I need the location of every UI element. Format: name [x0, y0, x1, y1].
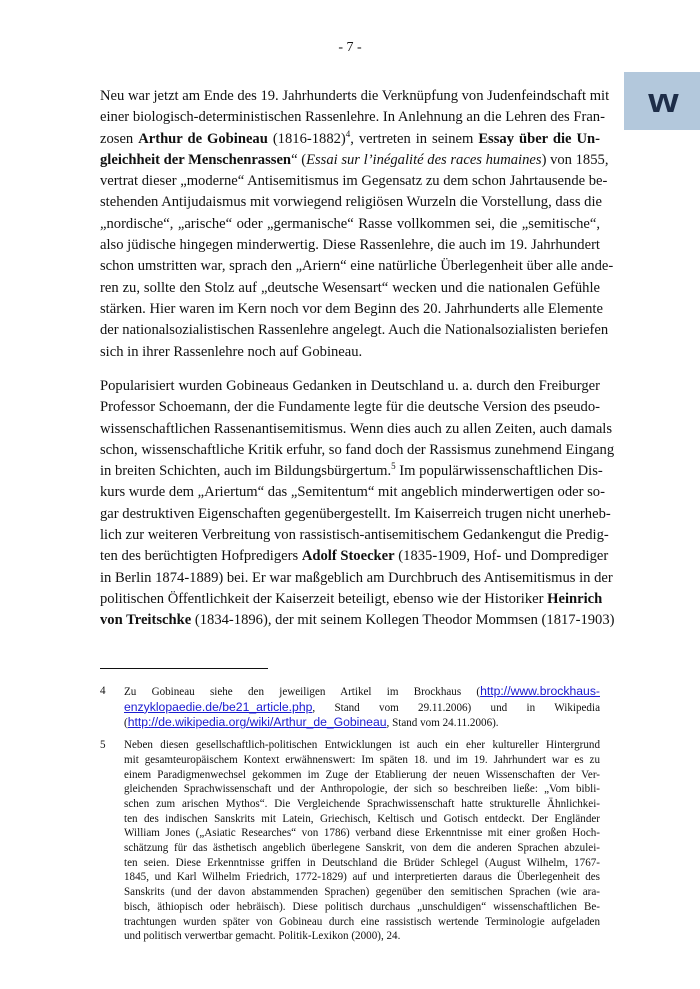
brockhaus-link-cont[interactable]: enzyklopaedie.de/be21_article.php: [124, 699, 313, 714]
footnote-line: bisch, äthiopisch oder hebräisch). Diese politisch durchaus „unschuldigen“ wissenschaftlichen Be-: [124, 900, 600, 913]
text-line: „nordische“, „arische“ oder „germanische“ Rasse vollkommen sei, die „semitische“,: [100, 215, 600, 232]
footnote-line: schätzung für das ästhetisch angeblich überlegene Sanskrit, von dem die anderen Sprachen abzulei-: [124, 842, 600, 855]
footnote-ref-5[interactable]: 5: [391, 461, 396, 472]
name-stoecker: Adolf Stoecker: [301, 548, 395, 565]
name-gobineau: Arthur de Gobineau: [138, 130, 268, 147]
paragraph-antisemitism-racial-theory: [100, 86, 614, 363]
text-line: gleichheit der Menschenrassen“ (Essai sur l’inégalité des races humaines) von 1855,: [100, 151, 609, 168]
text-line: in Berlin 1874-1889) bei. Er war maßgeblich am Durchbruch des Antisemitismus in der: [100, 569, 613, 586]
text-line: ren zu, sollte den Stolz auf „deutsche Wesensart“ wecken und die nationalen Gefühle: [100, 279, 600, 296]
text-line: kurs wurde dem „Ariertum“ das „Semitentum“ mit angeblich minderwertigen oder so-: [100, 484, 605, 501]
text-line: also jüdische hingegen minderwertig. Diese Rassenlehre, die auch im 19. Jahrhundert: [100, 237, 600, 254]
footnote-5: [100, 738, 600, 944]
footnote-line: Sanskrits (und der davon abstammenden Sprachen) gegenüber den semitischen Sprachen (wie ara-: [124, 886, 600, 899]
page-number: - 7 -: [338, 40, 362, 55]
book-title-essay: Essay über die Un-: [478, 130, 600, 147]
footnote-line: gleichenden Sprachwissenschaft und der Anthropologie, der sich so beschreiben ließe: „Vom bibli-: [124, 783, 600, 796]
text-line: Neu war jetzt am Ende des 19. Jahrhunderts die Verknüpfung von Judenfeindschaft mit: [100, 88, 610, 104]
footnote-ref-4[interactable]: 4: [345, 128, 351, 139]
wikipedia-link[interactable]: http://de.wikipedia.org/wiki/Arthur_de_Gobineau: [127, 715, 387, 730]
footnote-line: ten des indischen Sanskrits mit Latein, Griechisch, Keltisch und Gotisch entdeckt. Der Engländer: [124, 812, 600, 825]
footnote-divider: [100, 668, 268, 669]
footnote-line: trachtungen wurden später von Gobineau durch eine rassistisch wertende Terminologie aufgeladen: [124, 915, 600, 928]
name-treitschke: Heinrich: [547, 590, 603, 607]
footnotes: [100, 684, 600, 951]
text-line: Professor Schoemann, der die Fundamente legte für die deutsche Version des pseudo-: [100, 399, 600, 416]
footnote-line: Neben diesen gesellschaftlich-politischen Entwicklungen ist auch ein eher kultureller Hintergrund: [124, 739, 600, 752]
footnote-line: enzyklopaedie.de/be21_article.php, Stand vom 29.11.2006) und in Wikipedia: [124, 699, 600, 714]
text-line: lich zur weiteren Verbreitung von rassistisch-antisemitischem Gedankengut die Predig-: [100, 527, 609, 544]
footnote-line: einem Paradigmenwechsel gekommen im Zuge der Etablierung der neuen Wissenschaften der Ver-: [124, 768, 600, 781]
text-line: sich in ihrer Rassenlehre noch auf Gobineau.: [100, 343, 363, 360]
footnote-line: 1845, und Karl Wilhelm Friedrich, 1772-1829) auf und interpretierten daraus die Überlegenheit des: [124, 871, 600, 884]
footnote-line: (http://de.wikipedia.org/wiki/Arthur_de_Gobineau, Stand vom 24.11.2006).: [124, 715, 499, 730]
text-line: politischen Öffentlichkeit der Kaiserzeit beteiligt, ebenso wie der Historiker Heinrich: [100, 590, 603, 607]
footnote-line: und politisch verwertbar gemacht. Politik-Lexikon (2000), 24.: [124, 930, 401, 943]
text-line: zosen Arthur de Gobineau (1816-1882)$^4$, vertreten in seinem Essay über die Un-: [100, 128, 600, 147]
text-line: von Treitschke (1834-1896), der mit seinem Kollegen Theodor Mommsen (1817-1903): [100, 612, 615, 629]
text-line: wissenschaftlichen Rassenantisemitismus. Wenn dies auch zu allen Zeiten, auch damals: [100, 420, 613, 437]
text-line: stärken. Hier waren im Kern noch vor dem Beginn des 20. Jahrhunderts alle Elemente: [100, 300, 603, 317]
text-line: gar destruktiven Eigenschaften gegenübergestellt. Im Kaiserreich trugen nicht unerheb-: [100, 505, 611, 522]
text-line: in breiten Schichten, auch im Bildungsbürgertum.$^5$ Im populärwissenschaftlichen Dis-: [100, 461, 603, 480]
brockhaus-link[interactable]: http://www.brockhaus-: [480, 684, 600, 698]
footnote-number: 4: [100, 685, 106, 697]
footnote-line: William Jones („Asiatic Researches“ von 1786) verband diese Erkenntnisse mit einer großen Hoch-: [124, 827, 600, 840]
footnote-number: 5: [100, 739, 106, 752]
footnote-line: Zu Gobineau siehe den jeweiligen Artikel im Brockhaus (http://www.brockhaus-: [124, 684, 600, 698]
text-line: Popularisiert wurden Gobineaus Gedanken in Deutschland u. a. durch den Freiburger: [100, 378, 600, 394]
book-title-french: Essai sur l’inégalité des races humaines: [306, 151, 542, 168]
text-line: einer biologisch-deterministischen Rassenlehre. In Anlehnung an die Lehren des Fran-: [100, 109, 605, 126]
footnote-line: ten seien. Diese Erkenntnisse griffen in Deutschland die Brüder Schlegel (August Wilhelm, 1767-: [124, 856, 600, 869]
paragraph-popularization: [100, 376, 615, 632]
footnote-4: [100, 684, 600, 731]
footnote-line: mit gesamteuropäischem Kontext erwähnenswert: Im späten 18. und im 19. Jahrhundert war es zu: [124, 753, 600, 766]
text-line: vertrat dieser „moderne“ Antisemitismus im Gegensatz zu dem schon Jahrtausende be-: [100, 173, 608, 190]
text-line: ten des berüchtigten Hofpredigers Adolf Stoecker (1835-1909, Hof- und Domprediger: [100, 548, 609, 565]
footnote-line: schen zum arischen Mythos“. Die Vergleichende Sprachwissenschaft hatte strukturelle Ähnlichkei-: [124, 797, 600, 810]
logo-w-icon: w: [648, 81, 676, 120]
text-line: stehenden Antijudaismus mit vorwiegend religiösen Wurzeln die Vorstellung, dass die: [100, 194, 603, 211]
text-line: der nationalsozialistischen Rassenlehre angelegt. Auch die Nationalsozialisten beriefen: [100, 322, 609, 339]
text-line: schon, wissenschaftliche Kritik erfuhr, so fand doch der Rassismus zunehmend Eingang: [100, 441, 615, 458]
logo-tab: [624, 72, 700, 130]
text-line: schon umstritten war, sprach den „Ariern“ eine natürliche Überlegenheit über alle ande-: [100, 258, 614, 275]
